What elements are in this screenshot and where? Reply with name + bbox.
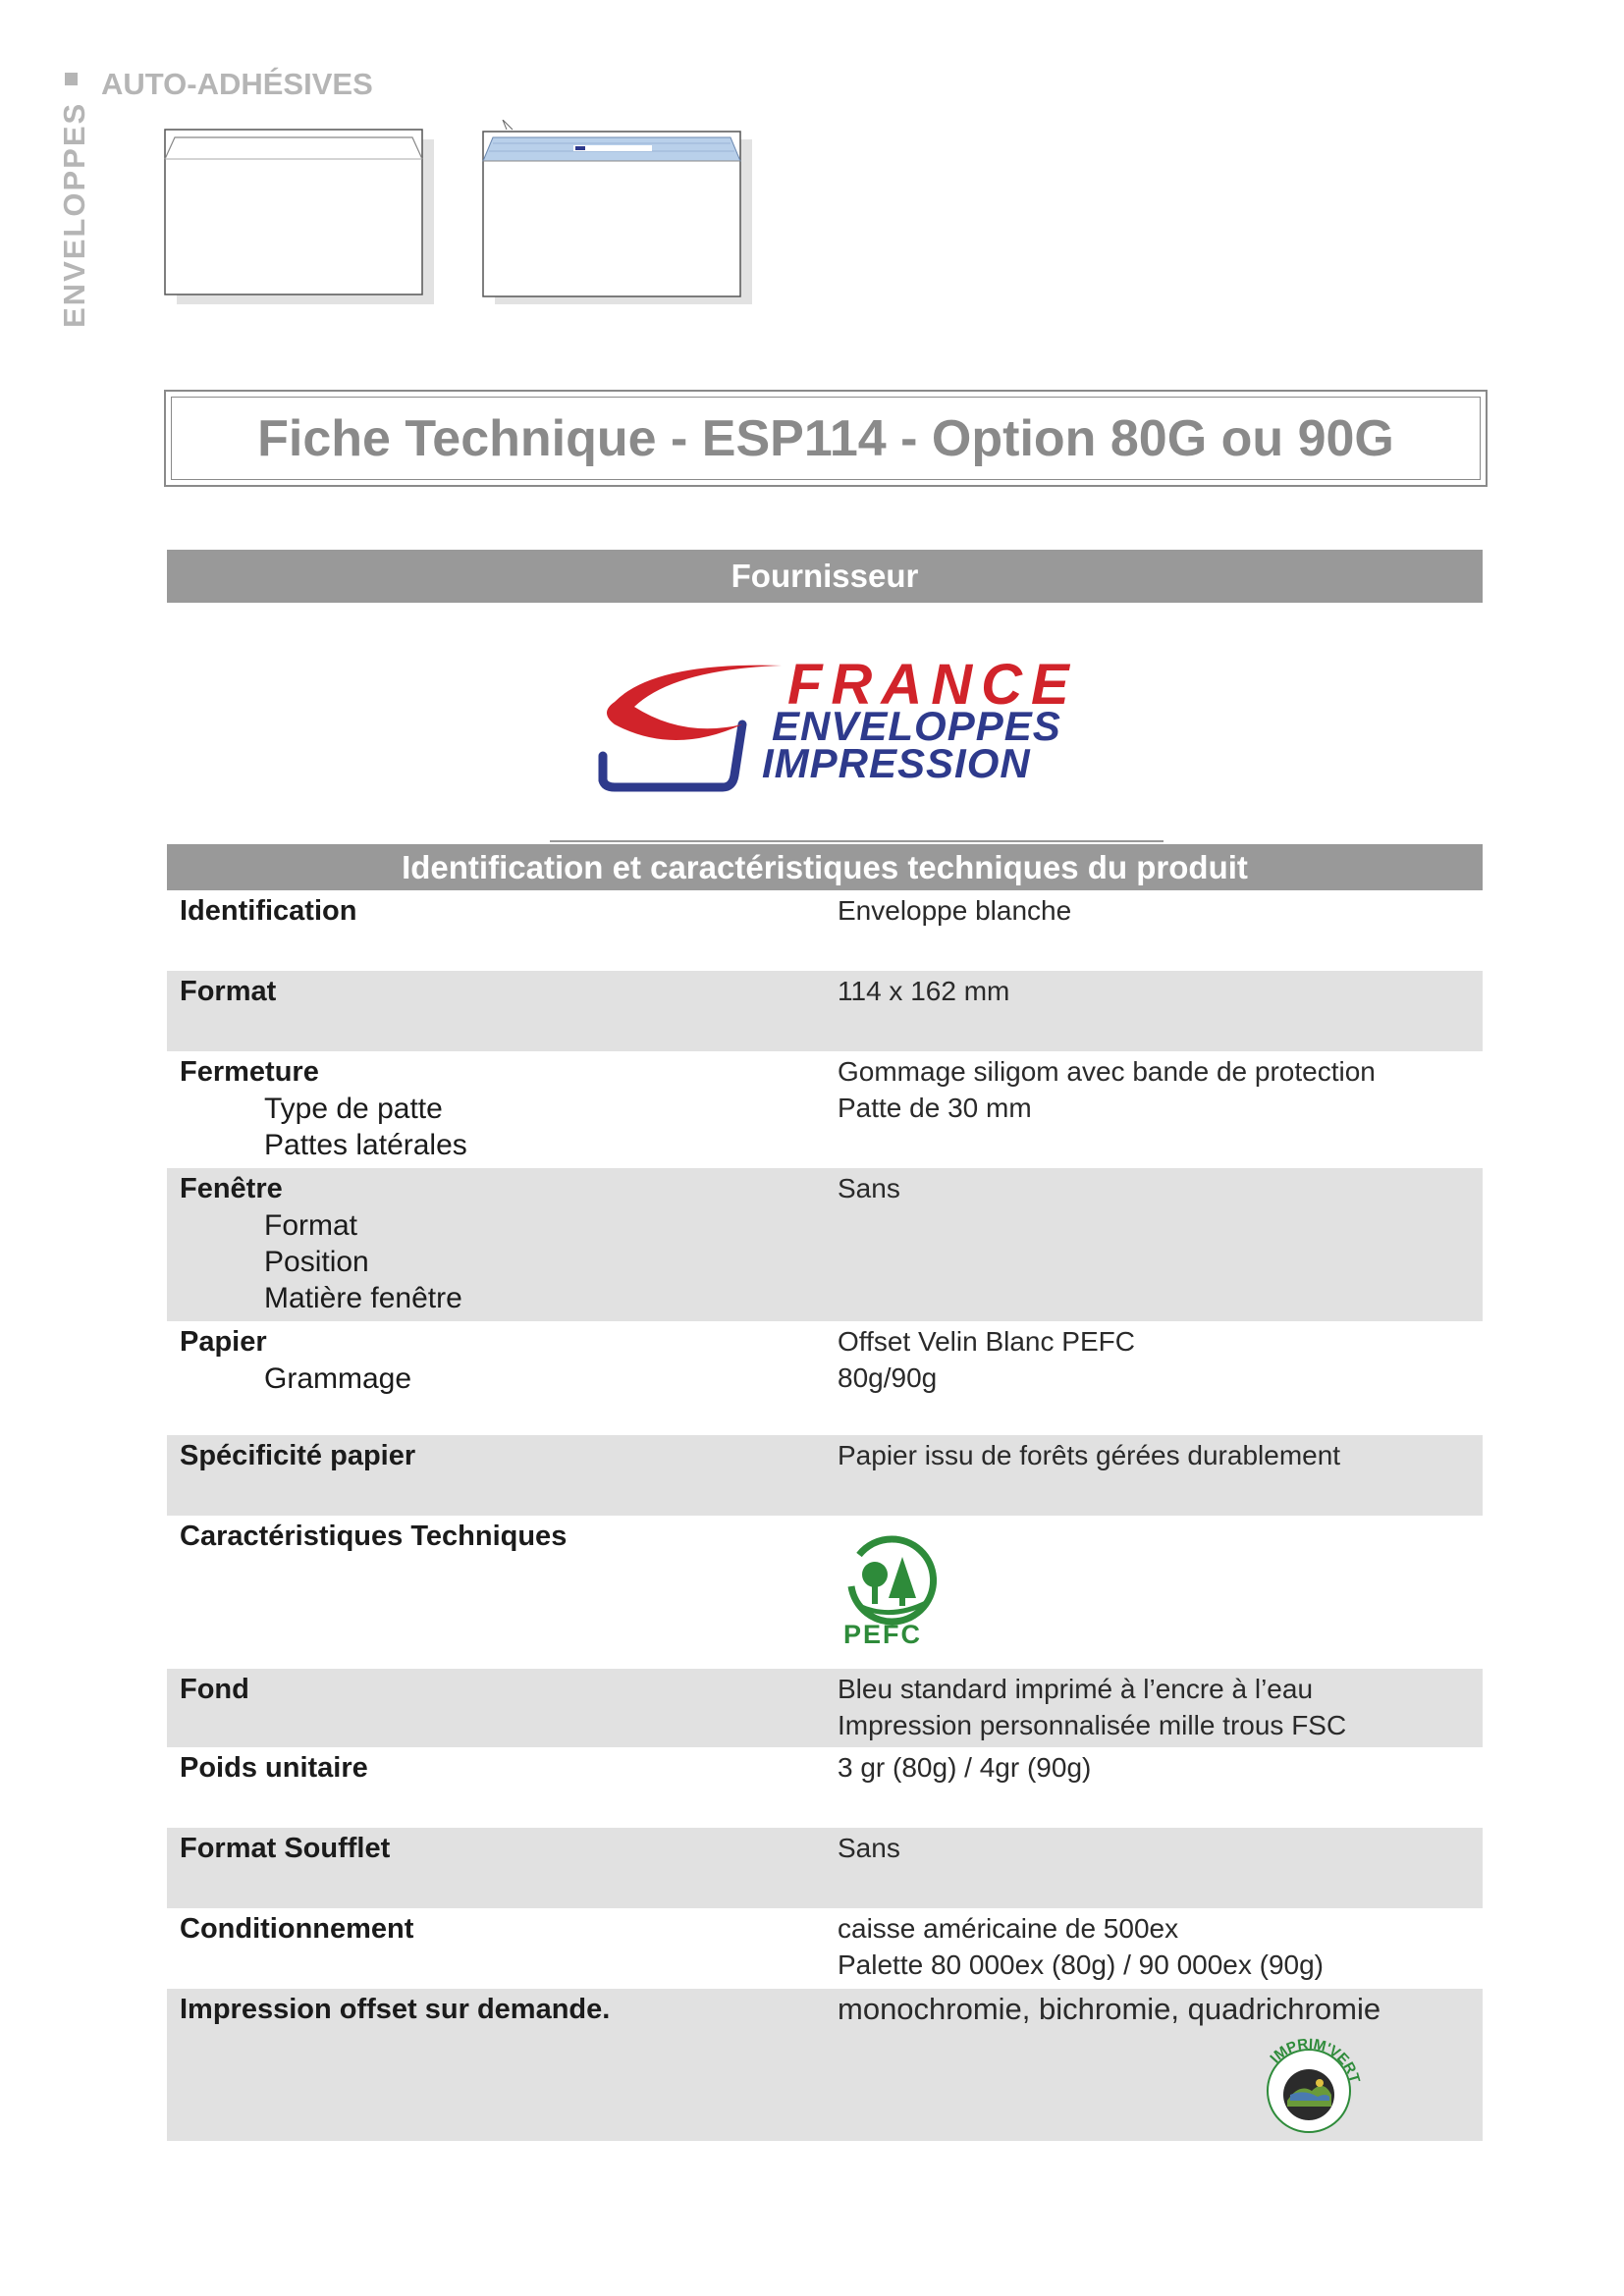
spec-value: 114 x 162 mm bbox=[838, 976, 1010, 1006]
spec-row-poids bbox=[167, 1747, 1483, 1828]
supplier-heading: Fournisseur bbox=[167, 550, 1483, 603]
spec-value: monochromie, bichromie, quadrichromie bbox=[838, 1992, 1381, 2026]
spec-row-fermeture bbox=[167, 1051, 1483, 1168]
spec-label: Fenêtre bbox=[180, 1173, 283, 1204]
spec-sublabel: Grammage bbox=[264, 1362, 412, 1395]
spec-value: Gommage siligom avec bande de protection bbox=[838, 1056, 1376, 1087]
spec-label: Impression offset sur demande. bbox=[180, 1994, 611, 2025]
title-frame bbox=[164, 390, 1488, 487]
spec-value: caisse américaine de 500ex bbox=[838, 1913, 1179, 1944]
imprim-vert-logo bbox=[1255, 2036, 1363, 2147]
spec-row-identification bbox=[167, 890, 1483, 971]
spec-sublabel: Format bbox=[264, 1209, 358, 1242]
spec-row-impression bbox=[167, 1989, 1483, 2141]
spec-label: Format Soufflet bbox=[180, 1833, 391, 1864]
spec-row-caracteristiques bbox=[167, 1516, 1483, 1669]
pefc-tree-icon bbox=[838, 1527, 946, 1650]
spec-row-specificite-papier bbox=[167, 1435, 1483, 1516]
spec-row-fenetre bbox=[167, 1168, 1483, 1321]
divider bbox=[550, 840, 1164, 842]
spec-value: Sans bbox=[838, 1833, 900, 1863]
supplier-logo bbox=[595, 648, 1096, 795]
spec-value: Bleu standard imprimé à l’encre à l’eau bbox=[838, 1674, 1314, 1704]
spec-label: Fermeture bbox=[180, 1056, 319, 1088]
spec-value: Enveloppe blanche bbox=[838, 895, 1072, 926]
spec-label: Papier bbox=[180, 1326, 267, 1358]
specs-heading: Identification et caractéristiques techniques du produit bbox=[167, 844, 1483, 890]
pefc-badge-text: PEFC bbox=[843, 1620, 923, 1649]
spec-sublabel: Pattes latérales bbox=[264, 1129, 467, 1161]
page-title: Fiche Technique - ESP114 - Option 80G ou 90G bbox=[257, 409, 1394, 467]
imprim-vert-seal-icon bbox=[1255, 2036, 1363, 2139]
spec-value: 3 gr (80g) / 4gr (90g) bbox=[838, 1752, 1092, 1783]
spec-label: Poids unitaire bbox=[180, 1752, 368, 1784]
logo-line-3: IMPRESSION bbox=[762, 740, 1031, 786]
spec-table bbox=[167, 890, 1483, 2141]
logo-line-1: FRANCE bbox=[787, 653, 1078, 717]
spec-label: Identification bbox=[180, 895, 357, 927]
spec-value: 80g/90g bbox=[838, 1362, 938, 1393]
spec-value: Sans bbox=[838, 1173, 900, 1203]
spec-value: Papier issu de forêts gérées durablement bbox=[838, 1440, 1341, 1470]
spec-row-papier bbox=[167, 1321, 1483, 1435]
spec-value: Offset Velin Blanc PEFC bbox=[838, 1326, 1135, 1357]
spec-sublabel: Type de patte bbox=[264, 1093, 443, 1125]
spec-value: Patte de 30 mm bbox=[838, 1093, 1032, 1123]
plain-envelope-illustration bbox=[161, 124, 456, 330]
spec-sublabel: Matière fenêtre bbox=[264, 1282, 462, 1314]
spec-label: Format bbox=[180, 976, 277, 1007]
imprim-vert-badge-text: IMPRIM'VERT bbox=[1267, 2036, 1363, 2085]
spec-label: Spécificité papier bbox=[180, 1440, 416, 1471]
spec-value: Palette 80 000ex (80g) / 90 000ex (90g) bbox=[838, 1949, 1325, 1980]
spec-row-conditionnement bbox=[167, 1908, 1483, 1989]
spec-sublabel: Position bbox=[264, 1246, 369, 1278]
category-heading: AUTO-ADHÉSIVES bbox=[101, 67, 373, 101]
logo-line-2: ENVELOPPES bbox=[772, 703, 1061, 749]
side-category-label: ENVELOPPES bbox=[57, 101, 91, 328]
spec-row-format bbox=[167, 971, 1483, 1051]
spec-row-fond bbox=[167, 1669, 1483, 1747]
spec-row-soufflet bbox=[167, 1828, 1483, 1908]
spec-value: Impression personnalisée mille trous FSC bbox=[838, 1710, 1347, 1740]
window-envelope-illustration bbox=[479, 120, 774, 336]
spec-label: Caractéristiques Techniques bbox=[180, 1521, 568, 1552]
side-marker bbox=[65, 73, 78, 85]
pefc-logo bbox=[838, 1527, 946, 1658]
spec-label: Fond bbox=[180, 1674, 249, 1705]
spec-label: Conditionnement bbox=[180, 1913, 414, 1945]
